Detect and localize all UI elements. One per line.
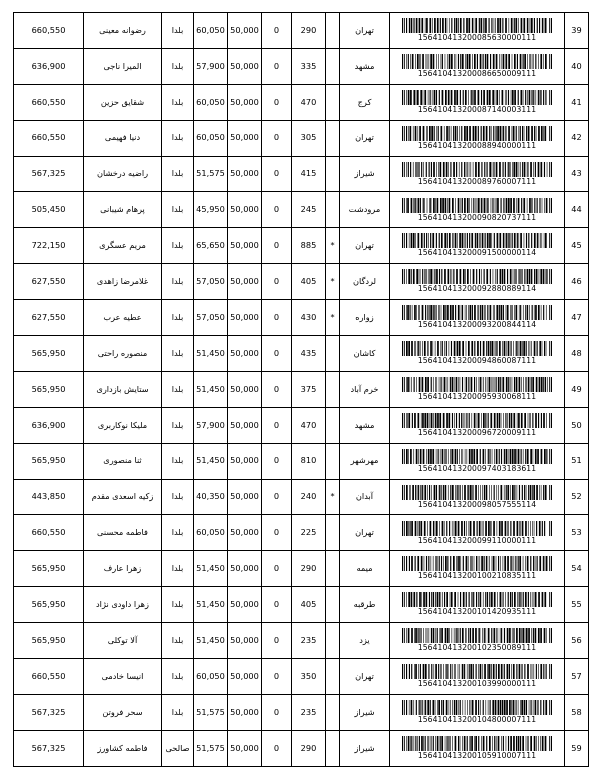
total-cell: 627,550 <box>14 300 84 336</box>
status-cell: بلدا <box>162 13 194 49</box>
table-row <box>14 192 589 228</box>
barcode-number: 156410413200099110000111 <box>417 535 537 545</box>
amount-cell: 60,050 <box>194 515 228 551</box>
barcode-image <box>402 664 552 679</box>
base-cell: 50,000 <box>228 192 262 228</box>
barcode-image <box>402 341 552 356</box>
row-index-cell: 40 <box>565 48 589 84</box>
barcode-cell <box>390 156 565 192</box>
base-cell: 50,000 <box>228 120 262 156</box>
mark-cell <box>326 336 340 372</box>
zero-cell: 0 <box>262 659 292 695</box>
base-cell: 50,000 <box>228 659 262 695</box>
name-cell: ملیکا نوکاربری <box>84 407 162 443</box>
number-cell: 335 <box>292 48 326 84</box>
barcode-image <box>402 162 552 177</box>
city-cell: تهران <box>340 515 390 551</box>
city-cell: مشهد <box>340 407 390 443</box>
status-cell: بلدا <box>162 264 194 300</box>
row-index-cell: 52 <box>565 479 589 515</box>
barcode-cell <box>390 300 565 336</box>
row-index-cell: 54 <box>565 551 589 587</box>
amount-cell: 51,450 <box>194 336 228 372</box>
base-cell: 50,000 <box>228 443 262 479</box>
shipment-table <box>13 12 589 767</box>
name-cell: فاطمه محسنی <box>84 515 162 551</box>
city-cell: خرم آباد <box>340 371 390 407</box>
barcode-image <box>402 377 552 392</box>
status-cell: بلدا <box>162 120 194 156</box>
row-index-cell: 48 <box>565 336 589 372</box>
total-cell: 565,950 <box>14 623 84 659</box>
mark-cell <box>326 587 340 623</box>
barcode-image <box>402 233 552 248</box>
amount-cell: 57,050 <box>194 300 228 336</box>
row-index-cell: 58 <box>565 694 589 730</box>
zero-cell: 0 <box>262 479 292 515</box>
table-body <box>14 13 589 767</box>
row-index-cell: 41 <box>565 84 589 120</box>
barcode-cell <box>390 515 565 551</box>
mark-cell <box>326 623 340 659</box>
number-cell: 290 <box>292 551 326 587</box>
number-cell: 350 <box>292 659 326 695</box>
number-cell: 235 <box>292 623 326 659</box>
amount-cell: 51,575 <box>194 156 228 192</box>
barcode-number: 156410413200098057555114 <box>417 499 537 509</box>
table-row <box>14 623 589 659</box>
barcode-number: 156410413200085630000111 <box>417 33 537 43</box>
number-cell: 470 <box>292 407 326 443</box>
status-cell: بلدا <box>162 192 194 228</box>
number-cell: 885 <box>292 228 326 264</box>
mark-cell <box>326 156 340 192</box>
base-cell: 50,000 <box>228 587 262 623</box>
status-cell: بلدا <box>162 479 194 515</box>
barcode-image <box>402 521 552 536</box>
amount-cell: 57,900 <box>194 407 228 443</box>
mark-cell <box>326 13 340 49</box>
table-row <box>14 264 589 300</box>
barcode-number: 156410413200094860087111 <box>417 356 537 366</box>
barcode-image <box>402 485 552 500</box>
barcode-image <box>402 18 552 33</box>
amount-cell: 60,050 <box>194 13 228 49</box>
status-cell: بلدا <box>162 156 194 192</box>
mark-cell <box>326 407 340 443</box>
zero-cell: 0 <box>262 515 292 551</box>
number-cell: 305 <box>292 120 326 156</box>
city-cell: لردگان <box>340 264 390 300</box>
table-row <box>14 48 589 84</box>
row-index-cell: 57 <box>565 659 589 695</box>
barcode-image <box>402 269 552 284</box>
city-cell: کرج <box>340 84 390 120</box>
base-cell: 50,000 <box>228 479 262 515</box>
row-index-cell: 44 <box>565 192 589 228</box>
row-index-cell: 53 <box>565 515 589 551</box>
zero-cell: 0 <box>262 120 292 156</box>
name-cell: پرهام شیبانی <box>84 192 162 228</box>
status-cell: بلدا <box>162 623 194 659</box>
name-cell: غلامرضا زاهدی <box>84 264 162 300</box>
barcode-image <box>402 126 552 141</box>
amount-cell: 40,350 <box>194 479 228 515</box>
barcode-cell <box>390 730 565 766</box>
status-cell: بلدا <box>162 659 194 695</box>
barcode-number: 156410413200088940000111 <box>417 140 537 150</box>
table-row <box>14 156 589 192</box>
total-cell: 660,550 <box>14 120 84 156</box>
mark-cell <box>326 371 340 407</box>
barcode-number: 156410413200095930068111 <box>417 391 537 401</box>
number-cell: 290 <box>292 730 326 766</box>
name-cell: عطیه عرب <box>84 300 162 336</box>
zero-cell: 0 <box>262 623 292 659</box>
amount-cell: 51,575 <box>194 730 228 766</box>
zero-cell: 0 <box>262 156 292 192</box>
status-cell: بلدا <box>162 551 194 587</box>
total-cell: 505,450 <box>14 192 84 228</box>
table-row <box>14 443 589 479</box>
barcode-cell <box>390 479 565 515</box>
total-cell: 660,550 <box>14 659 84 695</box>
name-cell: سحر فروتن <box>84 694 162 730</box>
number-cell: 225 <box>292 515 326 551</box>
row-index-cell: 55 <box>565 587 589 623</box>
row-index-cell: 51 <box>565 443 589 479</box>
row-index-cell: 39 <box>565 13 589 49</box>
barcode-number: 156410413200103990000111 <box>417 679 537 689</box>
name-cell: رضوانه معینی <box>84 13 162 49</box>
amount-cell: 51,450 <box>194 371 228 407</box>
total-cell: 565,950 <box>14 551 84 587</box>
mark-cell <box>326 120 340 156</box>
base-cell: 50,000 <box>228 336 262 372</box>
city-cell: تهران <box>340 120 390 156</box>
table-row <box>14 84 589 120</box>
amount-cell: 60,050 <box>194 120 228 156</box>
city-cell: شیراز <box>340 730 390 766</box>
row-index-cell: 59 <box>565 730 589 766</box>
name-cell: ثنا منصوری <box>84 443 162 479</box>
zero-cell: 0 <box>262 730 292 766</box>
barcode-number: 156410413200092880889114 <box>417 284 537 294</box>
total-cell: 660,550 <box>14 515 84 551</box>
city-cell: تهران <box>340 659 390 695</box>
mark-cell <box>326 515 340 551</box>
barcode-image <box>402 700 552 715</box>
name-cell: راضیه درخشان <box>84 156 162 192</box>
table-row <box>14 300 589 336</box>
city-cell: تهران <box>340 13 390 49</box>
mark-cell <box>326 659 340 695</box>
barcode-cell <box>390 371 565 407</box>
mark-cell <box>326 730 340 766</box>
barcode-number: 156410413200100210835111 <box>417 571 537 581</box>
status-cell: بلدا <box>162 371 194 407</box>
table-row <box>14 587 589 623</box>
status-cell: بلدا <box>162 587 194 623</box>
base-cell: 50,000 <box>228 300 262 336</box>
barcode-image <box>402 736 552 751</box>
barcode-cell <box>390 264 565 300</box>
row-index-cell: 49 <box>565 371 589 407</box>
number-cell: 405 <box>292 587 326 623</box>
number-cell: 240 <box>292 479 326 515</box>
city-cell: میمه <box>340 551 390 587</box>
base-cell: 50,000 <box>228 84 262 120</box>
number-cell: 810 <box>292 443 326 479</box>
barcode-cell <box>390 659 565 695</box>
city-cell: تهران <box>340 228 390 264</box>
mark-cell: * <box>326 228 340 264</box>
number-cell: 405 <box>292 264 326 300</box>
zero-cell: 0 <box>262 407 292 443</box>
name-cell: شقایق حزین <box>84 84 162 120</box>
barcode-cell <box>390 84 565 120</box>
total-cell: 627,550 <box>14 264 84 300</box>
name-cell: ستایش بازداری <box>84 371 162 407</box>
number-cell: 375 <box>292 371 326 407</box>
barcode-cell <box>390 551 565 587</box>
row-index-cell: 46 <box>565 264 589 300</box>
number-cell: 470 <box>292 84 326 120</box>
barcode-number: 156410413200090820737111 <box>417 212 537 222</box>
barcode-image <box>402 628 552 643</box>
mark-cell <box>326 192 340 228</box>
barcode-number: 156410413200097403183611 <box>417 463 537 473</box>
number-cell: 435 <box>292 336 326 372</box>
barcode-cell <box>390 443 565 479</box>
barcode-cell <box>390 336 565 372</box>
number-cell: 415 <box>292 156 326 192</box>
table-row <box>14 515 589 551</box>
number-cell: 430 <box>292 300 326 336</box>
zero-cell: 0 <box>262 264 292 300</box>
barcode-image <box>402 305 552 320</box>
zero-cell: 0 <box>262 192 292 228</box>
total-cell: 567,325 <box>14 694 84 730</box>
barcode-image <box>402 556 552 571</box>
barcode-number: 156410413200093200844114 <box>417 320 537 330</box>
zero-cell: 0 <box>262 84 292 120</box>
row-index-cell: 42 <box>565 120 589 156</box>
total-cell: 565,950 <box>14 443 84 479</box>
mark-cell: * <box>326 300 340 336</box>
barcode-number: 156410413200101420935111 <box>417 607 537 617</box>
zero-cell: 0 <box>262 551 292 587</box>
barcode-number: 156410413200102350089111 <box>417 643 537 653</box>
barcode-number: 156410413200086650009111 <box>417 68 537 78</box>
row-index-cell: 50 <box>565 407 589 443</box>
amount-cell: 65,650 <box>194 228 228 264</box>
mark-cell <box>326 551 340 587</box>
city-cell: یزد <box>340 623 390 659</box>
mark-cell: * <box>326 479 340 515</box>
table-row <box>14 479 589 515</box>
amount-cell: 57,050 <box>194 264 228 300</box>
table-row <box>14 407 589 443</box>
barcode-number: 156410413200104800007111 <box>417 715 537 724</box>
row-index-cell: 45 <box>565 228 589 264</box>
amount-cell: 45,950 <box>194 192 228 228</box>
base-cell: 50,000 <box>228 623 262 659</box>
base-cell: 50,000 <box>228 156 262 192</box>
zero-cell: 0 <box>262 48 292 84</box>
barcode-number: 156410413200089760007111 <box>417 176 537 186</box>
status-cell: بلدا <box>162 336 194 372</box>
barcode-image <box>402 449 552 464</box>
zero-cell: 0 <box>262 336 292 372</box>
barcode-cell <box>390 228 565 264</box>
city-cell: طرقبه <box>340 587 390 623</box>
total-cell: 636,900 <box>14 407 84 443</box>
mark-cell: * <box>326 264 340 300</box>
status-cell: بلدا <box>162 515 194 551</box>
status-cell: بلدا <box>162 300 194 336</box>
city-cell: مرودشت <box>340 192 390 228</box>
base-cell: 50,000 <box>228 407 262 443</box>
status-cell: بلدا <box>162 48 194 84</box>
base-cell: 50,000 <box>228 730 262 766</box>
barcode-cell <box>390 623 565 659</box>
total-cell: 565,950 <box>14 587 84 623</box>
number-cell: 245 <box>292 192 326 228</box>
total-cell: 565,950 <box>14 371 84 407</box>
total-cell: 567,325 <box>14 730 84 766</box>
barcode-image <box>402 592 552 607</box>
barcode-cell <box>390 120 565 156</box>
name-cell: زهرا عارف <box>84 551 162 587</box>
barcode-number: 156410413200087140003111 <box>417 104 537 114</box>
amount-cell: 51,450 <box>194 587 228 623</box>
amount-cell: 51,450 <box>194 551 228 587</box>
amount-cell: 57,900 <box>194 48 228 84</box>
amount-cell: 51,450 <box>194 443 228 479</box>
base-cell: 50,000 <box>228 228 262 264</box>
status-cell: بلدا <box>162 443 194 479</box>
table-row <box>14 336 589 372</box>
base-cell: 50,000 <box>228 551 262 587</box>
base-cell: 50,000 <box>228 264 262 300</box>
mark-cell <box>326 84 340 120</box>
mark-cell <box>326 694 340 730</box>
total-cell: 443,850 <box>14 479 84 515</box>
name-cell: زکیه اسعدی مقدم <box>84 479 162 515</box>
barcode-image <box>402 198 552 213</box>
status-cell: بلدا <box>162 694 194 730</box>
status-cell: بلدا <box>162 228 194 264</box>
status-cell: بلدا <box>162 407 194 443</box>
name-cell: فاطمه کشاورز <box>84 730 162 766</box>
status-cell: صالحی <box>162 730 194 766</box>
barcode-number: 156410413200096720009111 <box>417 427 537 437</box>
zero-cell: 0 <box>262 443 292 479</box>
amount-cell: 60,050 <box>194 84 228 120</box>
status-cell: بلدا <box>162 84 194 120</box>
table-row <box>14 228 589 264</box>
row-index-cell: 56 <box>565 623 589 659</box>
total-cell: 660,550 <box>14 84 84 120</box>
table-row <box>14 120 589 156</box>
table-row <box>14 551 589 587</box>
city-cell: شیراز <box>340 694 390 730</box>
table-row <box>14 659 589 695</box>
barcode-cell <box>390 13 565 49</box>
total-cell: 636,900 <box>14 48 84 84</box>
barcode-cell <box>390 587 565 623</box>
amount-cell: 51,575 <box>194 694 228 730</box>
zero-cell: 0 <box>262 694 292 730</box>
barcode-cell <box>390 192 565 228</box>
city-cell: مهرشهر <box>340 443 390 479</box>
zero-cell: 0 <box>262 300 292 336</box>
base-cell: 50,000 <box>228 48 262 84</box>
number-cell: 290 <box>292 13 326 49</box>
city-cell: شیراز <box>340 156 390 192</box>
total-cell: 567,325 <box>14 156 84 192</box>
mark-cell <box>326 443 340 479</box>
zero-cell: 0 <box>262 13 292 49</box>
amount-cell: 60,050 <box>194 659 228 695</box>
barcode-number: 156410413200105910007111 <box>417 750 537 760</box>
base-cell: 50,000 <box>228 13 262 49</box>
total-cell: 565,950 <box>14 336 84 372</box>
name-cell: آلا توکلی <box>84 623 162 659</box>
name-cell: انیسا خادمی <box>84 659 162 695</box>
total-cell: 660,550 <box>14 13 84 49</box>
barcode-cell <box>390 407 565 443</box>
base-cell: 50,000 <box>228 515 262 551</box>
table-row <box>14 371 589 407</box>
zero-cell: 0 <box>262 587 292 623</box>
city-cell: زواره <box>340 300 390 336</box>
barcode-number: 156410413200091500000114 <box>417 248 537 258</box>
mark-cell <box>326 48 340 84</box>
name-cell: زهرا داودی نژاد <box>84 587 162 623</box>
base-cell: 50,000 <box>228 694 262 730</box>
city-cell: آبدان <box>340 479 390 515</box>
number-cell: 235 <box>292 694 326 730</box>
row-index-cell: 43 <box>565 156 589 192</box>
barcode-image <box>402 90 552 105</box>
name-cell: المیرا ناجی <box>84 48 162 84</box>
barcode-image <box>402 413 552 428</box>
city-cell: کاشان <box>340 336 390 372</box>
amount-cell: 51,450 <box>194 623 228 659</box>
table-row <box>14 730 589 766</box>
row-index-cell: 47 <box>565 300 589 336</box>
zero-cell: 0 <box>262 228 292 264</box>
barcode-cell <box>390 48 565 84</box>
name-cell: مریم عسگری <box>84 228 162 264</box>
city-cell: مشهد <box>340 48 390 84</box>
barcode-cell <box>390 694 565 730</box>
base-cell: 50,000 <box>228 371 262 407</box>
total-cell: 722,150 <box>14 228 84 264</box>
name-cell: دنیا فهیمی <box>84 120 162 156</box>
zero-cell: 0 <box>262 371 292 407</box>
table-row <box>14 694 589 730</box>
table-row <box>14 13 589 49</box>
barcode-image <box>402 54 552 69</box>
name-cell: منصوره راحتی <box>84 336 162 372</box>
